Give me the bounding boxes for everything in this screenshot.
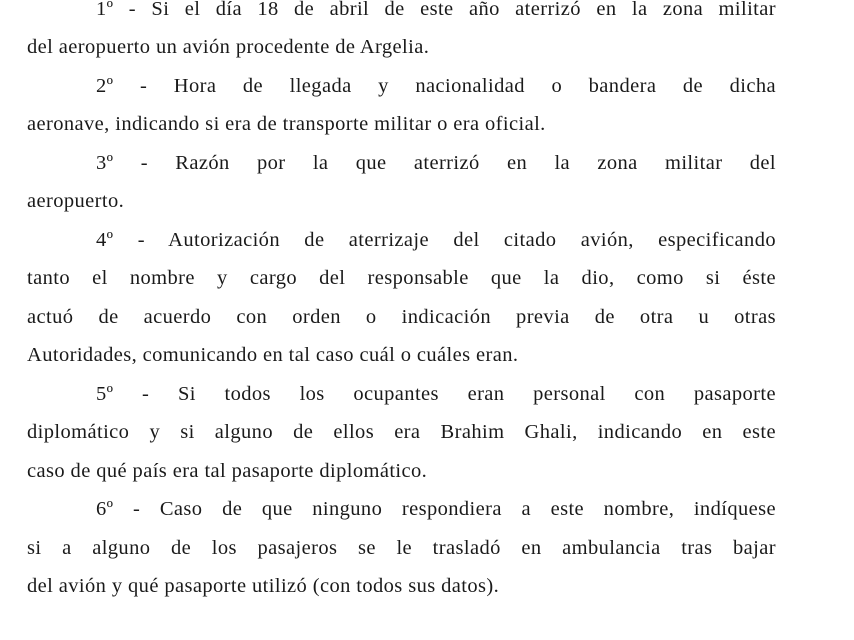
paragraph-1-line-1: 1º - Si el día 18 de abril de este año aterrizó en la zona militar: [96, 0, 776, 20]
paragraph-1-line-2: del aeropuerto un avión procedente de Argelia.: [27, 36, 430, 58]
paragraph-6-line-2: si a alguno de los pasajeros se le trasladó en ambulancia tras bajar: [27, 537, 776, 559]
paragraph-5-line-3: caso de qué país era tal pasaporte diplomático.: [27, 460, 428, 482]
paragraph-2-line-2: aeronave, indicando si era de transporte militar o era oficial.: [27, 113, 546, 135]
paragraph-5-line-2: diplomático y si alguno de ellos era Brahim Ghali, indicando en este: [27, 421, 776, 443]
paragraph-4-line-2: tanto el nombre y cargo del responsable que la dio, como si éste: [27, 267, 776, 289]
paragraph-4-line-1: 4º - Autorización de aterrizaje del citado avión, especificando: [96, 229, 776, 251]
paragraph-2-line-1: 2º - Hora de llegada y nacionalidad o bandera de dicha: [96, 75, 776, 97]
paragraph-5-line-1: 5º - Si todos los ocupantes eran personal con pasaporte: [96, 383, 776, 405]
paragraph-4-line-4: Autoridades, comunicando en tal caso cuál o cuáles eran.: [27, 344, 519, 366]
paragraph-3-line-2: aeropuerto.: [27, 190, 125, 212]
paragraph-3-line-1: 3º - Razón por la que aterrizó en la zona militar del: [96, 152, 776, 174]
paragraph-6-line-3: del avión y qué pasaporte utilizó (con todos sus datos).: [27, 575, 500, 597]
paragraph-4-line-3: actuó de acuerdo con orden o indicación previa de otra u otras: [27, 306, 776, 328]
paragraph-6-line-1: 6º - Caso de que ninguno respondiera a este nombre, indíquese: [96, 498, 776, 520]
